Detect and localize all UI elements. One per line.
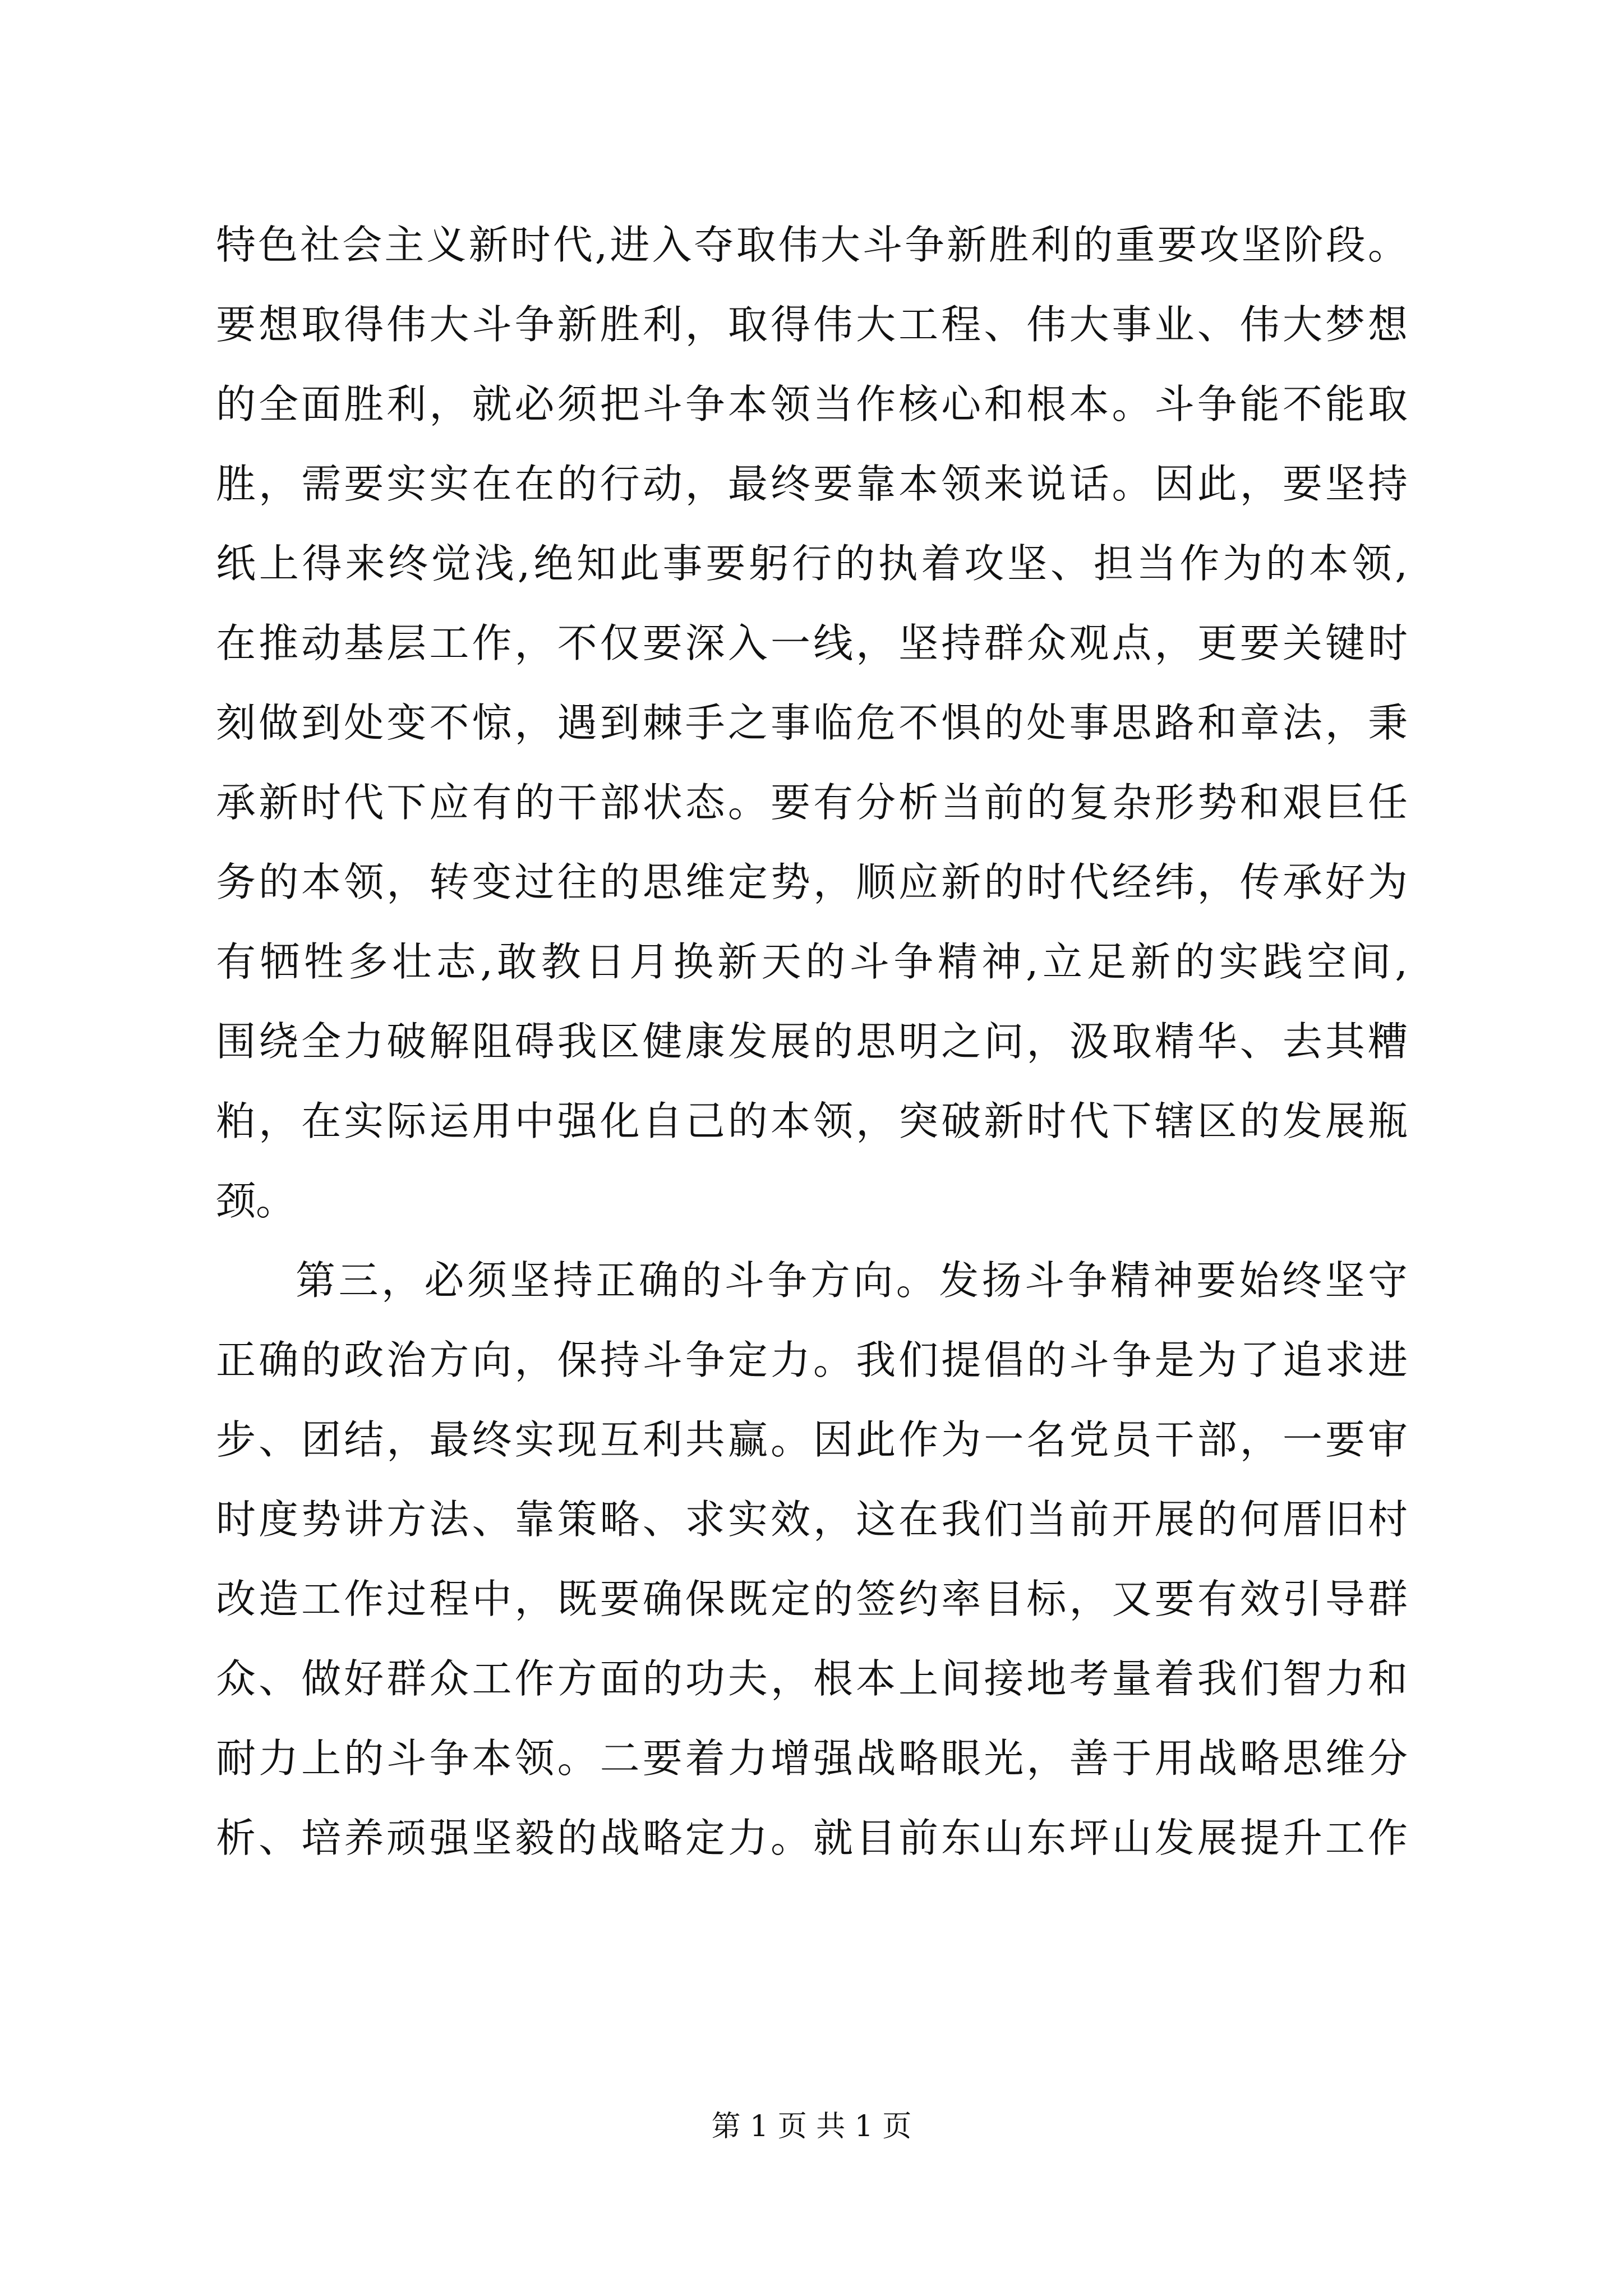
text-line: 要想取得伟大斗争新胜利，取得伟大工程、伟大事业、伟大梦想 — [216, 301, 1408, 348]
text-line: 颈。 — [216, 1177, 296, 1224]
document-body — [216, 205, 1408, 1878]
page-footer: 第 1 页 共 1 页 — [711, 2110, 912, 2143]
text-line: 析、培养顽强坚毅的战略定力。就目前东山东坪山发展提升工作 — [216, 1815, 1408, 1861]
text-line: 众、做好群众工作方面的功夫，根本上间接地考量着我们智力和 — [216, 1655, 1408, 1702]
text-line: 特色社会主义新时代,进入夺取伟大斗争新胜利的重要攻坚阶段。 — [216, 222, 1408, 268]
text-line: 在推动基层工作，不仅要深入一线，坚持群众观点，更要关键时 — [216, 620, 1408, 666]
text-line: 纸上得来终觉浅,绝知此事要躬行的执着攻坚、担当作为的本领, — [216, 540, 1408, 587]
text-line: 务的本领，转变过往的思维定势，顺应新的时代经纬，传承好为 — [216, 859, 1408, 905]
text-line: 第三，必须坚持正确的斗争方向。发扬斗争精神要始终坚守 — [296, 1257, 1408, 1304]
text-line: 承新时代下应有的干部状态。要有分析当前的复杂形势和艰巨任 — [216, 779, 1408, 826]
text-line: 步、团结，最终实现互利共赢。因此作为一名党员干部，一要审 — [216, 1416, 1408, 1463]
text-line: 有牺牲多壮志,敢教日月换新天的斗争精神,立足新的实践空间, — [216, 938, 1408, 985]
text-line: 耐力上的斗争本领。二要着力增强战略眼光，善于用战略思维分 — [216, 1735, 1408, 1782]
paragraph-1 — [216, 205, 1408, 1241]
text-line: 刻做到处变不惊，遇到棘手之事临危不惧的处事思路和章法，秉 — [216, 700, 1408, 746]
paragraph-2 — [216, 1241, 1408, 1878]
text-line: 正确的政治方向，保持斗争定力。我们提倡的斗争是为了追求进 — [216, 1337, 1408, 1383]
text-line: 围绕全力破解阻碍我区健康发展的思明之问，汲取精华、去其糟 — [216, 1018, 1408, 1065]
text-line: 粕，在实际运用中强化自己的本领，突破新时代下辖区的发展瓶 — [216, 1098, 1408, 1144]
text-line: 胜，需要实实在在的行动，最终要靠本领来说话。因此，要坚持 — [216, 461, 1408, 507]
text-line: 时度势讲方法、靠策略、求实效，这在我们当前开展的何厝旧村 — [216, 1496, 1408, 1543]
text-line: 的全面胜利，就必须把斗争本领当作核心和根本。斗争能不能取 — [216, 381, 1408, 427]
text-line: 改造工作过程中，既要确保既定的签约率目标，又要有效引导群 — [216, 1576, 1408, 1622]
